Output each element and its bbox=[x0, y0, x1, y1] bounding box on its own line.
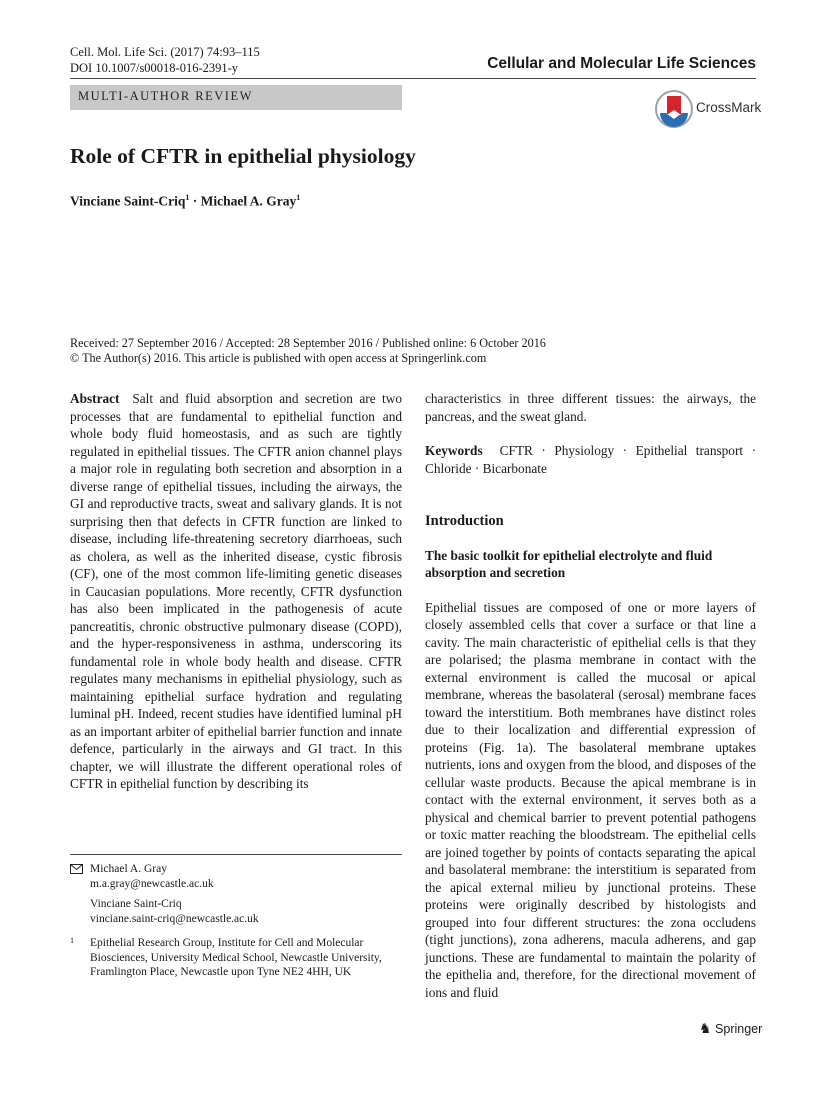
abstract-text: Salt and fluid absorption and secretion are two processes that are fundamental to epithelial function and whole body fluid homeostasis, and as such are tightly regulated in epithelial tissues. The CFTR anion channel plays a major role in regulating both secretion and absorption in a diverse range of epithelial tissues, including the airways, the GI and reproductive tracts, sweat and salivary glands. It is not surprising then that defects in CFTR function are linked to disease, including life-threatening secretory diarrhoeas, such as cholera, as well as the inherited disease, cystic fibrosis (CF), one of the most common life-limiting genetic diseases in Caucasian populations. More recently, CFTR dysfunction has also been implicated in the pathogenesis of acute pancreatitis, chronic obstructive pulmonary disease (COPD), and the hyper-responsiveness in asthma, underscoring its fundamental role in whole body health and disease. CFTR regulates many mechanisms in epithelial physiology, such as maintaining epithelial surface hydration and regulating luminal pH. Indeed, recent studies have identified luminal pH as an important arbiter of epithelial barrier function and innate defence, particularly in the airways and GI tract. In this chapter, we will illustrate the different operational roles of CFTR in epithelial function by describing its bbox=[70, 391, 402, 791]
introduction-paragraph: Epithelial tissues are composed of one or more layers of closely assembled cells that cover a surface or that line a cavity. The main characteristic of epithelial cells is that they are polarised; the plasma membrane in contact with the external environment is called the mucosal or apical membrane, whereas the basolateral (serosal) membrane faces toward the interstitium. Both membranes have distinct roles due to their localization and differential expression of proteins (Fig. 1a). The basolateral membrane uptakes nutrients, ions and oxygen from the blood, and disposes of the cellular waste products. Because the apical membrane is in contact with the external environment, it serves both as a physical and chemical barrier to prevent potential pathogens or toxic matter reaching the bloodstream. The epithelial cells are joined together by points of contacts separating the apical and basolateral membrane: the interstitium is separated from the apical external milieu by junctional proteins. These proteins were originally described by histologists and grouped into four different structures: the zona occludens (tight junctions), zona adherens, macula adherens, and gap junctions. These are fundamental to maintain the polarity of the epithelia and, therefore, for the directional movement of ions and fluid bbox=[425, 599, 756, 1000]
citation: Cell. Mol. Life Sci. (2017) 74:93–115 bbox=[70, 45, 260, 59]
abstract-column bbox=[70, 390, 402, 793]
publisher-logo bbox=[699, 1020, 762, 1037]
right-column bbox=[425, 390, 756, 1001]
header-divider bbox=[70, 78, 756, 79]
affiliation bbox=[70, 936, 402, 980]
envelope-icon bbox=[70, 864, 83, 874]
author-1: Vinciane Saint-Criq bbox=[70, 193, 186, 209]
contact-1-email[interactable]: m.a.gray@newcastle.ac.uk bbox=[90, 877, 214, 890]
author-2-affil: 1 bbox=[296, 193, 301, 202]
section-band-label: MULTI-AUTHOR REVIEW bbox=[78, 89, 253, 103]
citation-block bbox=[70, 44, 260, 76]
history-dates: Received: 27 September 2016 / Accepted: 28 September 2016 / Published online: 6 October 2016 bbox=[70, 336, 546, 350]
keywords-label: Keywords bbox=[425, 443, 483, 458]
crossmark-badge[interactable] bbox=[654, 89, 762, 129]
contact-2-name: Vinciane Saint-Criq bbox=[90, 898, 182, 910]
contact-1-name: Michael A. Gray bbox=[90, 863, 167, 875]
author-list bbox=[70, 193, 300, 210]
crossmark-icon bbox=[654, 89, 694, 129]
copyright-line: © The Author(s) 2016. This article is published with open access at Springerlink.com bbox=[70, 351, 487, 365]
affiliation-text: Epithelial Research Group, Institute for Cell and Molecular Biosciences, University Medical School, Newcastle University, Framlington Place, Newcastle upon Tyne NE2 4HH, UK bbox=[90, 937, 382, 978]
abstract-label: Abstract bbox=[70, 391, 120, 406]
correspondence bbox=[70, 862, 402, 980]
crossmark-label: CrossMark bbox=[696, 100, 762, 115]
journal-name: Cellular and Molecular Life Sciences bbox=[487, 55, 756, 72]
keywords bbox=[425, 442, 756, 477]
section-band bbox=[70, 85, 402, 110]
keywords-text: CFTR · Physiology · Epithelial transport · Chloride · Bicarbonate bbox=[425, 443, 757, 476]
article-title: Role of CFTR in epithelial physiology bbox=[70, 144, 416, 168]
abstract bbox=[70, 390, 402, 793]
doi[interactable]: DOI 10.1007/s00018-016-2391-y bbox=[70, 61, 239, 75]
affiliation-number: 1 bbox=[70, 936, 74, 945]
introduction-heading: Introduction bbox=[425, 513, 504, 529]
publication-dates bbox=[70, 336, 546, 366]
abstract-continuation: characteristics in three different tissues: the airways, the pancreas, and the sweat gland. bbox=[425, 391, 756, 424]
springer-horse-icon: ♞ bbox=[699, 1020, 712, 1036]
author-separator: · bbox=[192, 193, 198, 209]
introduction-subheading: The basic toolkit for epithelial electrolyte and fluid absorption and secretion bbox=[425, 547, 713, 580]
footnote-divider bbox=[70, 854, 402, 855]
publisher-name: Springer bbox=[715, 1022, 763, 1036]
author-1-affil: 1 bbox=[185, 193, 190, 202]
author-2: Michael A. Gray bbox=[200, 193, 297, 209]
contact-2-email[interactable]: vinciane.saint-criq@newcastle.ac.uk bbox=[90, 912, 259, 925]
